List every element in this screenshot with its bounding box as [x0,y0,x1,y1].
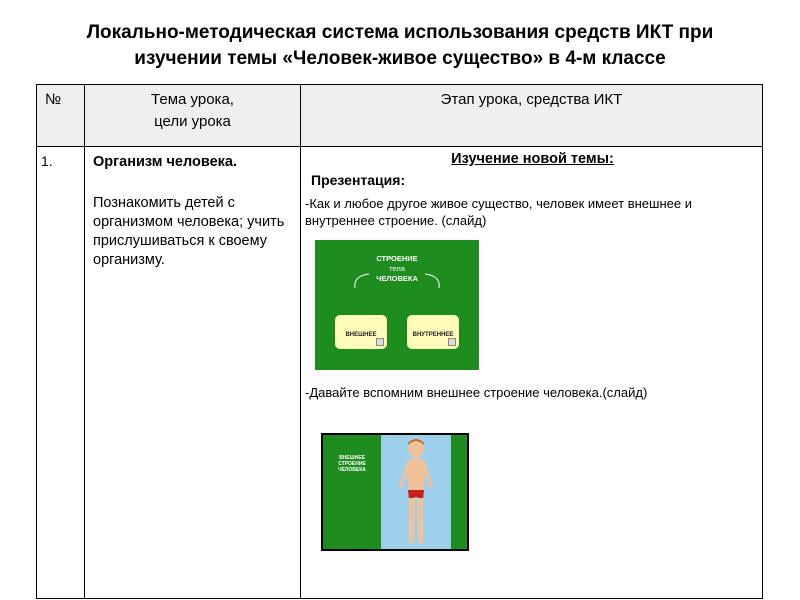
slide2-image-panel [381,435,451,549]
stage-heading: Изучение новой темы: [451,151,614,167]
slide1-box-external-label: ВНЕШНЕЕ [345,332,377,338]
stage-subheading: Презентация: [311,172,406,188]
lesson-table [36,84,763,599]
slide1-box-internal-label: ВНУТРЕННЕЕ [412,332,454,338]
slide1-box-external-icon [376,338,384,346]
slide1-title-line-1: СТРОЕНИЕ [376,254,418,263]
slide2-label-line-3: ЧЕЛОВЕКА [338,467,366,473]
slide1-box-external [335,315,387,349]
page-title [0,20,800,72]
stage-text-1: -Как и любое другое живое существо, человек имеет внешнее и внутреннее строение. (слайд) [305,196,692,228]
human-figure-icon [381,435,451,549]
slide-thumbnail-external-structure [321,433,469,551]
topic-title: Организм человека. [93,154,238,170]
slide2-green-panel [323,435,381,549]
title-line-2: изучении темы «Человек-живое существо» в 4-м классе [134,48,666,69]
slide1-title-line-2: тела [389,264,405,273]
table-header-row [37,85,763,147]
slide2-label-line-2: СТРОЕНИЕ [338,461,366,467]
header-topic-line-2: цели урока [154,113,231,130]
slide1-box-internal-icon [448,338,456,346]
header-topic [85,85,301,147]
slide1-arrows-icon [315,240,479,370]
stage-text-2: -Давайте вспомним внешнее строение человека.(слайд) [305,385,648,400]
table-row [37,147,763,599]
slide-thumbnail-body-structure [315,240,479,370]
row-topic-cell [85,147,301,599]
header-stage: Этап урока, средства ИКТ [301,85,763,147]
row-stage-cell [301,147,763,599]
slide2-green-strip [451,435,467,549]
slide1-box-internal [407,315,459,349]
title-line-1: Локально-методическая система использования средств ИКТ при [86,22,714,43]
header-number: № [37,85,85,147]
slide1-title-line-3: ЧЕЛОВЕКА [376,274,418,283]
header-topic-line-1: Тема урока, [151,91,234,108]
slide2-label-line-1: ВНЕШНЕЕ [339,455,365,461]
topic-goals: Познакомить детей с организмом человека; учить прислушиваться к своему организму. [93,195,285,268]
slide2-label [323,455,381,473]
row-number: 1. [37,147,85,599]
